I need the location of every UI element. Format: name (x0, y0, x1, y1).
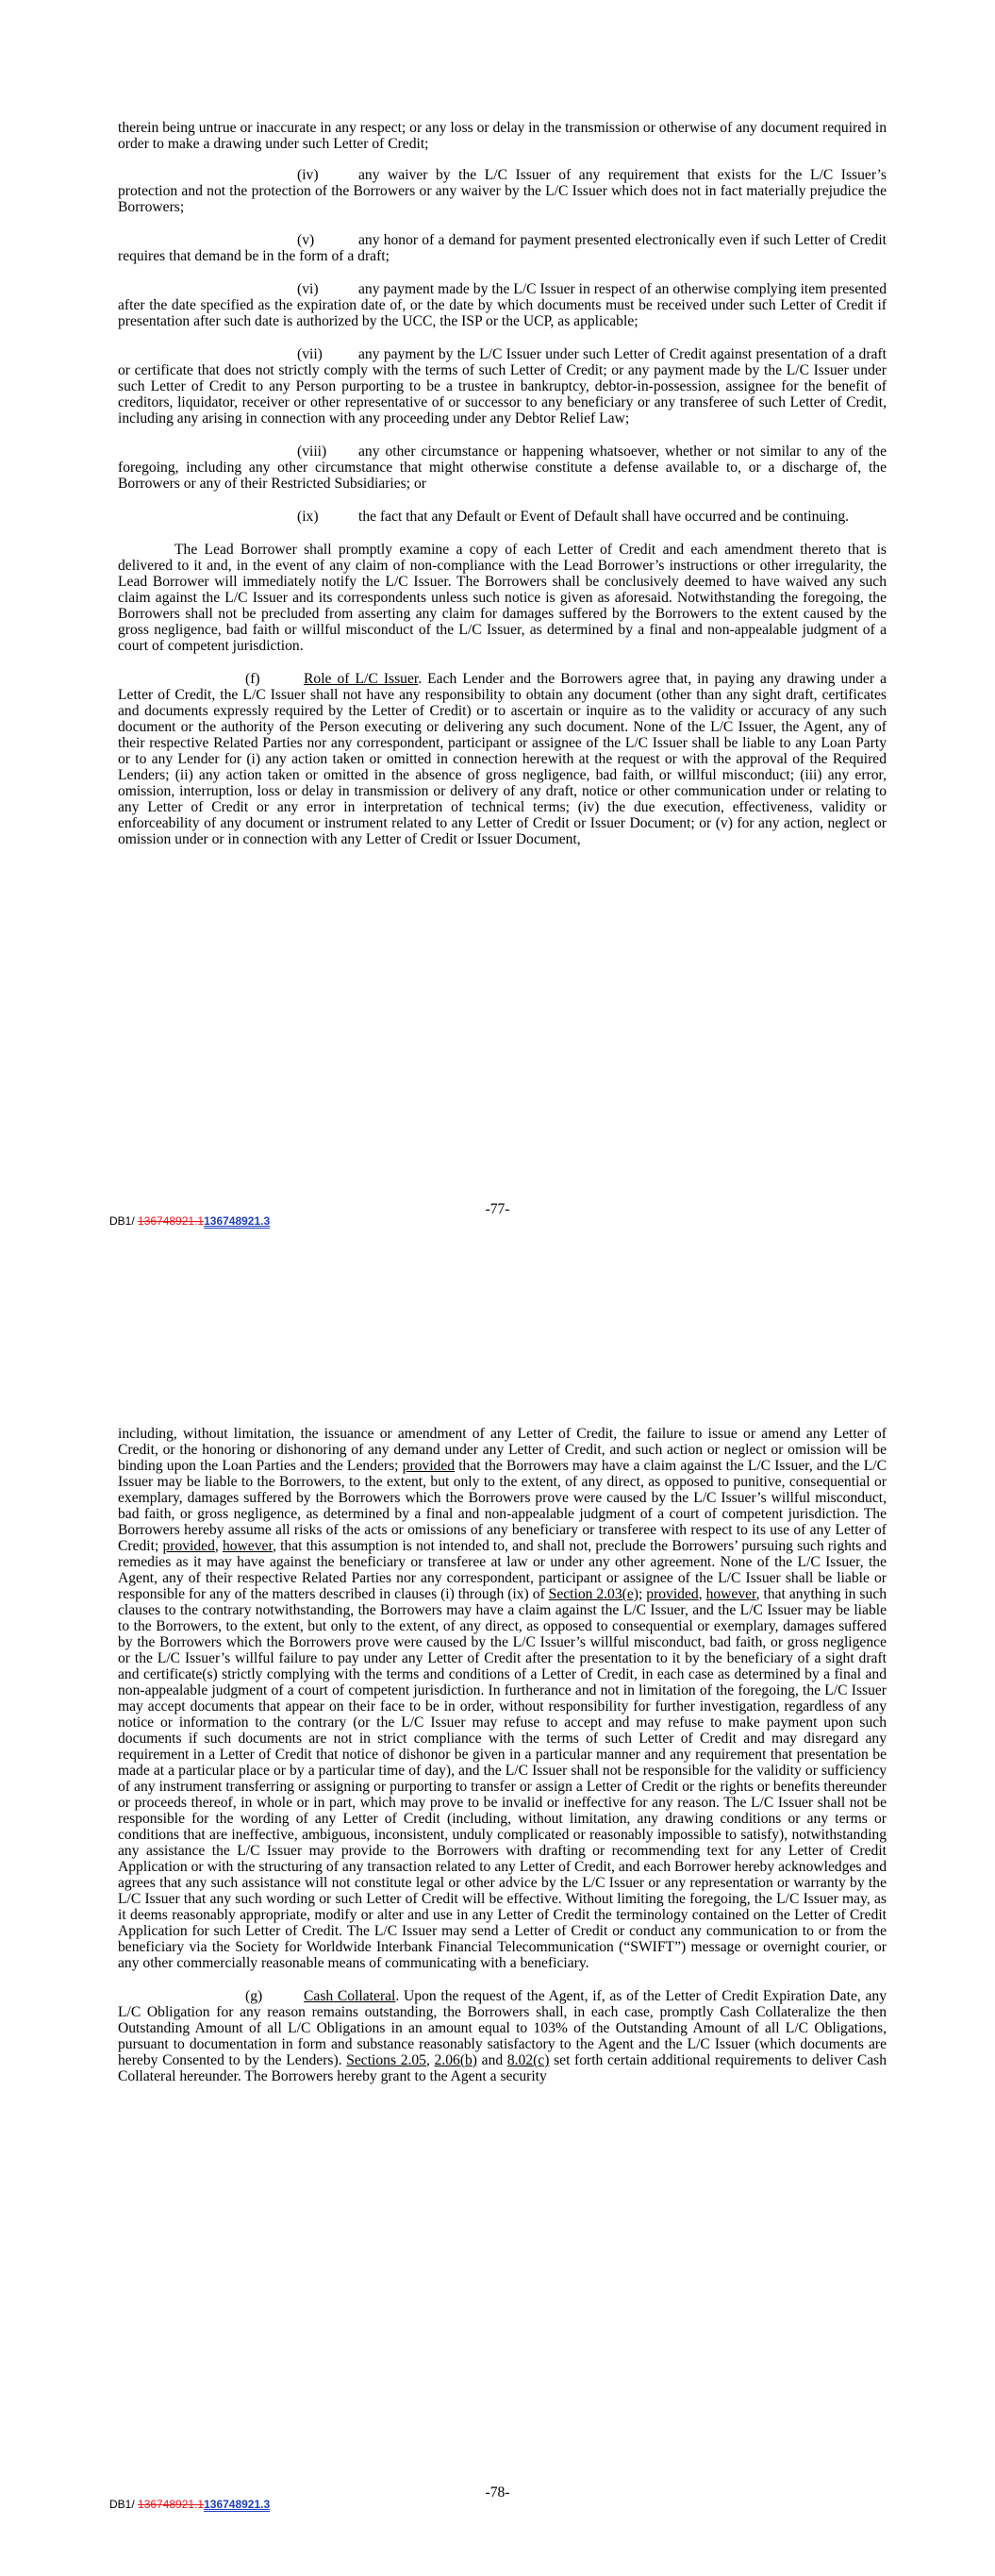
document-id (109, 2498, 270, 2511)
text-run: including, without limitation, the issuance or amendment of any Letter of Credit, the failure to issue or amend any Letter of Credit, or the honoring or dishonoring of any demand under any Letter of Credit, and such action or neglect or omission will be binding upon the Loan Parties and the Lenders; (118, 1426, 887, 1474)
section-text: . Upon the request of the Agent, if, as of the Letter of Credit Expiration Date, any L/C Obligation for any reason remains outstanding, the Borrowers shall, in each case, promptly Cash Collateralize the then Outstanding Amount of all L/C Obligations in an amount equal to 103% of the Outstanding Amount of all L/C Obligations, pursuant to documentation in form and substance reasonably satisfactory to the Agent and the L/C Issuer (which documents are hereby Consented to by the Lenders). (118, 1988, 887, 2068)
item-number: (vii) (297, 346, 323, 362)
page-body (118, 1426, 887, 2101)
text-run: , (698, 1586, 706, 1602)
page-number: -77- (485, 1201, 510, 1217)
list-item-ix (118, 509, 887, 525)
intro-paragraph: therein being untrue or inaccurate in any respect; or any loss or delay in the transmission or otherwise of any document required in order to make a drawing under such Letter of Credit; (118, 120, 887, 152)
list-item-v (118, 232, 887, 264)
text-run: , that anything in such clauses to the contrary notwithstanding, the Borrowers may have a claim against the L/C Issuer, and the L/C Issuer may be liable to the Borrowers, to the extent, but only to the extent, of any direct, as opposed to consequential or exemplary, damages suffered by the Borrowers which the Borrowers prove were caused by the L/C Issuer’s willful misconduct, bad faith, or gross negligence or the L/C Issuer’s willful failure to pay under any Letter of Credit after the presentation to it by the beneficiary of a sight draft and certificate(s) strictly complying with the terms and conditions of a Letter of Credit, in each case as determined by a final and non-appealable judgment of a court of competent jurisdiction. In furtherance and not in limitation of the foregoing, the L/C Issuer may accept documents that appear on their face to be in order, without responsibility for further investigation, regardless of any notice or information to the contrary (or the L/C Issuer may refuse to accept and may refuse to make payment upon such documents if such documents are not in strict compliance with the terms of such Letter of Credit and may disregard any requirement in a Letter of Credit that notice of dishonor be given in a particular manner and any requirement that presentation be made at a particular place or by a particular time of day), and the L/C Issuer shall not be responsible for the validity or sufficiency of any instrument transferring or assigning or purporting to transfer or assign a Letter of Credit or the rights or benefits thereunder or proceeds thereof, in whole or in part, which may prove to be invalid or ineffective for any reason. The L/C Issuer shall not be responsible for the wording of any Letter of Credit (including, without limitation, any drawing conditions or any terms or conditions that are ineffective, ambiguous, inconsistent, unduly complicated or reasonably impossible to satisfy), notwithstanding any assistance the L/C Issuer may provide to the Borrowers with drafting or recommending text for any Letter of Credit Application or with the structuring of any transaction related to any Letter of Credit, and each Borrower hereby acknowledges and agrees that any such assistance will not constitute legal or other advice by the L/C Issuer or any representation or warranty by the L/C Issuer that any such wording or such Letter of Credit will be effective. Without limiting the foregoing, the L/C Issuer may, as it deems reasonably appropriate, modify or alter and use in any Letter of Credit the terminology contained on the Letter of Credit Application for such Letter of Credit. The L/C Issuer may send a Letter of Credit or conduct any communication to or from the beneficiary via the Society for Worldwide Interbank Financial Telecommunication (“SWIFT”) message or overnight courier, or any other commercially reasonable means of communicating with a beneficiary. (118, 1586, 887, 1971)
section-heading: Role of L/C Issuer (304, 671, 419, 687)
lead-borrower-paragraph: The Lead Borrower shall promptly examine a copy of each Letter of Credit and each amendment thereto that is delivered to it and, in the event of any claim of non-compliance with the Lead Borrower’s instructions or other irregularity, the Lead Borrower will immediately notify the L/C Issuer. The Borrowers shall be conclusively deemed to have waived any such claim against the L/C Issuer and its correspondents unless such notice is given as aforesaid. Notwithstanding the foregoing, the Borrowers shall not be precluded from asserting any claim for damages suffered by the Borrowers to the extent caused by the gross negligence, bad faith or willful misconduct of the L/C Issuer, as determined by a final and non-appealable judgment of a court of competent jurisdiction. (118, 542, 887, 654)
item-text: the fact that any Default or Event of Default shall have occurred and be continuing. (358, 509, 850, 525)
section-number: (g) (245, 1988, 263, 2004)
provided-term: provided (162, 1538, 215, 1554)
text-run: , that this assumption is not intended to, and shall not, preclude the Borrowers’ pursuing such rights and remedies as it may have against the beneficiary or transferee at law or under any other agreement. None of the L/C Issuer, the Agent, any of their respective Related Parties nor any correspondent, participant or assignee of the L/C Issuer shall be liable or responsible for any of the matters described in clauses (i) through (ix) of (118, 1538, 887, 1602)
text-run: , (425, 2052, 435, 2068)
section-reference: Sections 2.05 (346, 2052, 426, 2068)
provided-term: provided (402, 1458, 456, 1474)
page-77 (0, 0, 995, 1283)
item-number: (ix) (297, 509, 319, 525)
item-number: (v) (297, 232, 315, 248)
continuation-paragraph (118, 1426, 887, 1971)
doc-id-deleted: 136748921.1 (138, 2498, 205, 2511)
item-number: (viii) (297, 443, 327, 460)
item-text: any waiver by the L/C Issuer of any requirement that exists for the L/C Issuer’s protection and not the protection of the Borrowers or any waiver by the L/C Issuer which does not in fact materially prejudice the Borrowers; (118, 167, 887, 215)
item-text: any honor of a demand for payment presented electronically even if such Letter of Credit requires that demand be in the form of a draft; (118, 232, 887, 264)
list-item-vi (118, 281, 887, 329)
section-text: . Each Lender and the Borrowers agree that, in paying any drawing under a Letter of Credit, the L/C Issuer shall not have any responsibility to obtain any document (other than any sight draft, certificates and documents expressly required by the Letter of Credit) or to ascertain or inquire as to the validity or accuracy of any such document or the authority of the Person executing or delivering any such document. None of the L/C Issuer, the Agent, any of their respective Related Parties nor any correspondent, participant or assignee of the L/C Issuer shall be liable to any Loan Party or to any Lender for (i) any action taken or omitted in connection herewith at the request or with the approval of the Required Lenders; (ii) any action taken or omitted in the absence of gross negligence, bad faith, or willful misconduct; (iii) any error, omission, interruption, loss or delay in transmission or delivery of any draft, notice or other communication under or relating to any Letter of Credit or any error in interpretation of technical terms; (iv) the due execution, effectiveness, validity or enforceability of any document or instrument related to any Letter of Credit or Issuer Document; or (v) for any action, neglect or omission under or in connection with any Letter of Credit or Issuer Document, (118, 671, 887, 847)
doc-id-inserted: 136748921.3 (204, 1214, 271, 1228)
section-heading: Cash Collateral (304, 1988, 396, 2004)
section-text: set forth certain additional requirements to deliver Cash Collateral hereunder. The Borrowers hereby grant to the Agent a security (118, 2052, 887, 2084)
doc-id-inserted: 136748921.3 (204, 2498, 271, 2511)
item-text: any other circumstance or happening whatsoever, whether or not similar to any of the foregoing, including any other circumstance that might otherwise constitute a defense available to, or a discharge of, the Borrowers or any of their Restricted Subsidiaries; or (118, 443, 887, 492)
page-number: -78- (485, 2484, 510, 2501)
page-body (118, 120, 887, 864)
text-run: that the Borrowers may have a claim against the L/C Issuer, and the L/C Issuer may be liable to the Borrowers, to the extent, but only to the extent, of any direct, as opposed to punitive, consequential or exemplary, damages suffered by the Borrowers which the Borrowers prove were caused by the L/C Issuer’s willful misconduct, bad faith, or gross negligence, as determined by a final and non-appealable judgment of a court of competent jurisdiction. The Borrowers hereby assume all risks of the acts or omissions of any beneficiary or transferee with respect to its use of any Letter of Credit; (118, 1458, 887, 1554)
provided-term: provided (646, 1586, 699, 1602)
list-item-vii (118, 346, 887, 427)
list-item-viii (118, 443, 887, 492)
item-text: any payment by the L/C Issuer under such Letter of Credit against presentation of a draft or certificate that does not strictly comply with the terms of such Letter of Credit; or any payment made by the L/C Issuer under such Letter of Credit to any Person purporting to be a trustee in bankruptcy, debtor-in-possession, assignee for the benefit of creditors, liquidator, receiver or other representative of or successor to any beneficiary or any transferee of such Letter of Credit, including any arising in connection with any proceeding under any Debtor Relief Law; (118, 346, 887, 427)
item-number: (vi) (297, 281, 319, 297)
text-run: , (214, 1538, 223, 1554)
item-text: any payment made by the L/C Issuer in respect of an otherwise complying item presented after the date specified as the expiration date of, or the date by which documents must be received under such Letter of Credit if presentation after such date is authorized by the UCC, the ISP or the UCP, as applicable; (118, 281, 887, 329)
text-run: and (477, 2052, 507, 2068)
section-reference: 8.02(c) (506, 2052, 550, 2068)
doc-prefix: DB1/ (109, 2498, 139, 2511)
section-reference: 2.06(b) (434, 2052, 478, 2068)
section-number: (f) (245, 671, 260, 687)
however-term: however (705, 1586, 756, 1602)
document-id (109, 1214, 270, 1228)
page-78 (0, 1283, 995, 2576)
section-g-paragraph (118, 1988, 887, 2084)
text-run: ; (638, 1586, 647, 1602)
section-reference: Section 2.03(e) (548, 1586, 638, 1602)
however-term: however (222, 1538, 274, 1554)
doc-id-deleted: 136748921.1 (138, 1214, 205, 1228)
section-f-paragraph (118, 671, 887, 847)
list-item-iv (118, 167, 887, 215)
item-number: (iv) (297, 167, 319, 183)
doc-prefix: DB1/ (109, 1214, 139, 1228)
